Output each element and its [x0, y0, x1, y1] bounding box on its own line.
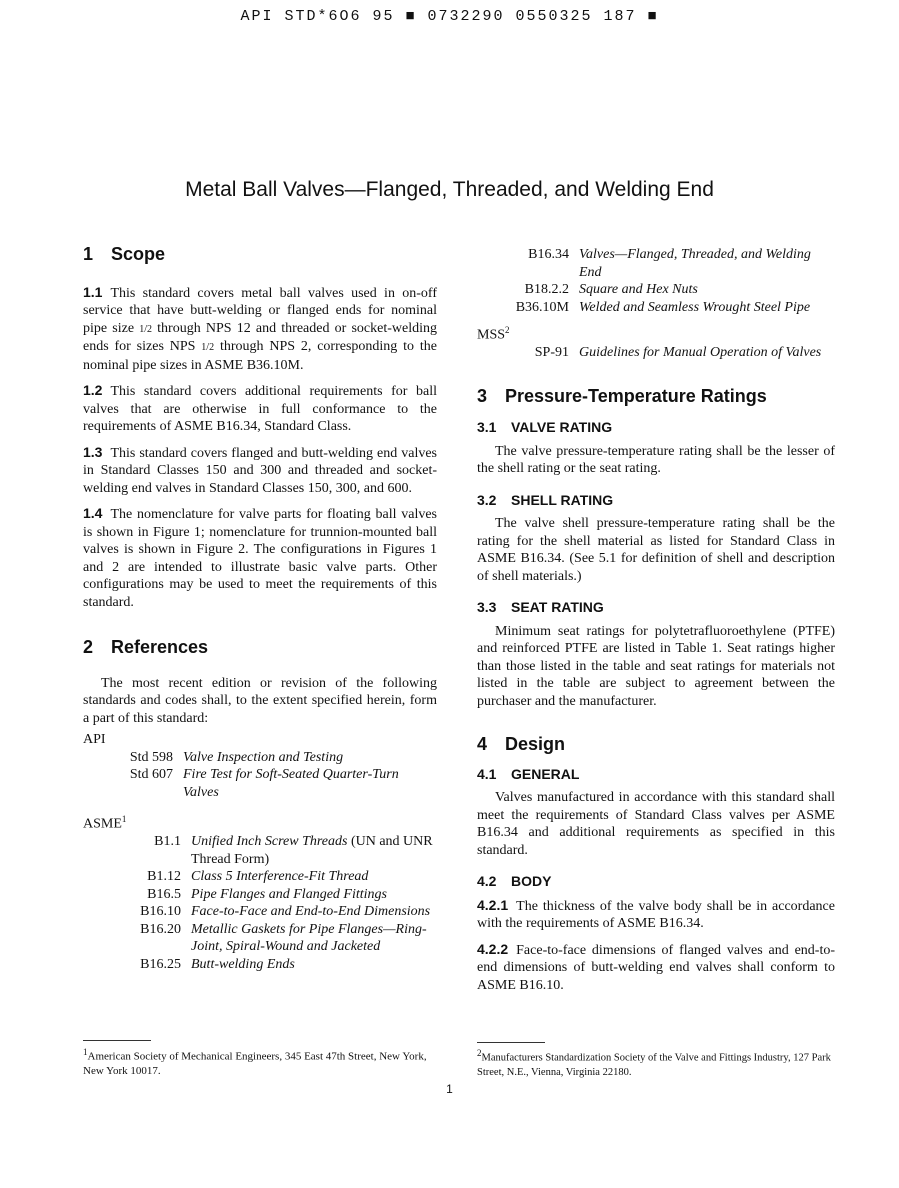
section-number: 2 — [83, 637, 94, 657]
paragraph-text: through NPS 12 and threaded or socket-welding ends for sizes NPS — [83, 320, 438, 354]
paragraph-1-2 — [83, 382, 437, 436]
reference-code: B1.12 — [147, 869, 181, 885]
paragraph-text: Face-to-face dimensions of flanged valves and end-to-end dimensions of butt-welding end valves shall conform to ASME B16.10. — [477, 942, 835, 993]
footnote-text: American Society of Mechanical Engineers, 345 East 47th Street, New York, New York 10017. — [83, 1050, 427, 1077]
section-title: Pressure-Temperature Ratings — [505, 385, 767, 406]
reference-org-asme — [83, 811, 437, 833]
paragraph-number: 1.4 — [83, 505, 103, 521]
paragraph-number: 1.3 — [83, 443, 103, 460]
reference-title: Valve Inspection and Testing — [183, 749, 344, 765]
reference-code: B16.10 — [140, 904, 181, 920]
paragraph-number: 1.2 — [83, 382, 103, 398]
reference-title: Metallic Gaskets for Pipe Flanges—Ring-Joint, Spiral-Wound and Jacketed — [191, 921, 427, 955]
right-column — [477, 246, 835, 994]
reference-org-api: API — [83, 732, 106, 747]
paragraph-3-1: The valve pressure-temperature rating shall be the lesser of the shell rating or the seat rating. — [477, 443, 835, 477]
subsection-title: VALVE RATING — [511, 419, 613, 436]
paragraph-1-1 — [83, 284, 437, 375]
reference-row — [83, 903, 437, 921]
section-number: 1 — [83, 244, 94, 264]
paragraph-number: 1.1 — [83, 283, 103, 300]
reference-row — [477, 246, 835, 281]
reference-title — [181, 833, 437, 868]
reference-code: B1.1 — [154, 834, 181, 850]
org-label: ASME — [83, 816, 122, 832]
subsection-3-2-heading — [477, 492, 835, 510]
reference-code: SP-91 — [534, 345, 569, 361]
reference-title: Pipe Flanges and Flanged Fittings — [191, 886, 387, 902]
subsection-title: SEAT RATING — [511, 599, 604, 616]
left-column — [83, 246, 437, 973]
reference-code: B16.5 — [147, 886, 181, 902]
footnote-1 — [83, 1045, 437, 1078]
paragraph-number: 4.2.2 — [477, 940, 509, 957]
paragraph-text: This standard covers additional requirements for ball valves that are otherwise in full conformance to the requirements of ASME B16.34, Standard Class. — [83, 384, 437, 434]
subsection-4-2-heading — [477, 873, 835, 891]
paragraph-4-1: Valves manufactured in accordance with this standard shall meet the requirements of Standard Class valves per ASME B16.34 and additional requirements as specified in this standard. — [477, 790, 835, 858]
asme-reference-list — [83, 833, 437, 973]
reference-title: Butt-welding Ends — [191, 956, 295, 972]
reference-code: B16.34 — [528, 247, 569, 262]
section-3-heading — [477, 385, 835, 406]
section-2-heading — [83, 639, 437, 657]
paragraph-text: This standard covers metal ball valves used in on-off service that have butt-welding or flanged ends for nominal pipe size — [83, 285, 437, 336]
subsection-number: 3.1 — [477, 419, 497, 436]
paragraph-text: through NPS 2, corresponding to the nominal pipe sizes in ASME B36.10M. — [83, 339, 438, 373]
subsection-title: GENERAL — [511, 765, 580, 782]
references-intro: The most recent edition or revision of the following standards and codes shall, to the extent specified herein, form a part of this standard: — [83, 675, 437, 726]
footnote-divider — [83, 1040, 151, 1041]
reference-row — [83, 766, 437, 801]
paragraph-text: The thickness of the valve body shall be in accordance with the requirements of ASME B16.34. — [477, 898, 835, 932]
asme-reference-list-continued — [477, 246, 835, 316]
footnote-divider — [477, 1042, 545, 1043]
section-title: Design — [505, 734, 566, 755]
section-title: References — [111, 637, 209, 657]
footnote-marker: 1 — [121, 814, 127, 824]
paragraph-4-2-1 — [477, 897, 835, 933]
paragraph-number: 4.2.1 — [477, 896, 509, 913]
subsection-title: SHELL RATING — [511, 491, 614, 508]
paragraph-text: This standard covers flanged and butt-welding end valves in Standard Classes 150 and 300 and threaded and socket-welding end valves in Standard Classes 150, 300, and 600. — [83, 445, 437, 496]
reference-row — [83, 749, 437, 767]
page-number: 1 — [446, 1082, 453, 1096]
paragraph-1-4 — [83, 505, 437, 611]
reference-title: Valves—Flanged, Threaded, and Welding End — [579, 247, 811, 280]
reference-row — [477, 299, 835, 317]
fraction: 1/2 — [139, 323, 152, 335]
reference-row — [83, 833, 437, 868]
reference-row — [83, 921, 437, 956]
reference-code: B36.10M — [515, 299, 569, 315]
reference-row — [477, 344, 835, 362]
section-number: 3 — [477, 385, 488, 406]
reference-row — [83, 868, 437, 886]
paragraph-4-2-2 — [477, 941, 835, 995]
org-label: MSS — [477, 327, 506, 343]
reference-row — [477, 281, 835, 299]
reference-code: B18.2.2 — [524, 282, 569, 297]
section-title: Scope — [111, 244, 166, 264]
reference-title: Class 5 Interference-Fit Thread — [191, 869, 369, 885]
subsection-3-3-heading — [477, 599, 835, 617]
subsection-number: 4.2 — [477, 873, 497, 890]
reference-code: Std 607 — [129, 767, 173, 782]
section-1-heading — [83, 246, 437, 264]
footnote-marker: 1 — [83, 1047, 88, 1057]
mss-reference-list — [477, 344, 835, 362]
paragraph-1-3 — [83, 444, 437, 498]
reference-title: Welded and Seamless Wrought Steel Pipe — [579, 299, 811, 315]
reference-title: Face-to-Face and End-to-End Dimensions — [191, 904, 431, 920]
subsection-4-1-heading — [477, 766, 835, 784]
paragraph-3-3: Minimum seat ratings for polytetrafluoroethylene (PTFE) and reinforced PTFE are listed in Table 1. Seat ratings higher than those listed in the table and seat ratings for materials not listed in the table are subject to agreement between the purchaser and the manufacturer. — [477, 623, 835, 709]
reference-title: Fire Test for Soft-Seated Quarter-Turn Valves — [183, 767, 399, 800]
subsection-number: 3.3 — [477, 599, 497, 616]
footnote-2 — [477, 1046, 835, 1080]
subsection-3-1-heading — [477, 419, 835, 437]
reference-title: Guidelines for Manual Operation of Valves — [579, 345, 822, 361]
reference-row — [83, 886, 437, 904]
reference-code: Std 598 — [129, 749, 173, 765]
section-number: 4 — [477, 734, 488, 755]
api-reference-list — [83, 749, 437, 802]
reference-title-suffix: (UN and UNR Thread Form) — [191, 834, 433, 867]
paragraph-3-2: The valve shell pressure-temperature rating shall be the rating for the shell material as listed for Standard Class in ASME B16.34. (See 5.1 for definition of shell and description of shell materials.) — [477, 516, 835, 584]
page-title: Metal Ball Valves—Flanged, Threaded, and Welding End — [185, 178, 714, 201]
footnote-marker: 2 — [505, 325, 510, 335]
footnote-text: Manufacturers Standardization Society of the Valve and Fittings Industry, 127 Park Street, N.E., Vienna, Virginia 22180. — [477, 1052, 831, 1078]
document-header-code: API STD*6O6 95 ■ 0732290 0550325 187 ■ — [240, 8, 659, 25]
subsection-title: BODY — [511, 873, 552, 890]
subsection-number: 3.2 — [477, 491, 497, 508]
subsection-number: 4.1 — [477, 765, 497, 782]
section-4-heading — [477, 736, 835, 754]
reference-org-mss — [477, 322, 835, 344]
reference-code: B16.25 — [140, 956, 181, 972]
reference-title: Square and Hex Nuts — [579, 282, 698, 297]
reference-title-italic: Unified Inch Screw Threads — [191, 834, 348, 850]
fraction: 1/2 — [201, 342, 215, 353]
reference-row — [83, 956, 437, 974]
paragraph-text: The nomenclature for valve parts for floating ball valves is shown in Figure 1; nomenclature for trunnion-mounted ball valves is shown in Figure 2. The configurations in Figures 1 and 2 are intended to illustrate basic valve parts. Other configurations may be used to meet the requirements of this standard. — [83, 507, 437, 610]
footnote-marker: 2 — [477, 1048, 482, 1058]
reference-code: B16.20 — [140, 921, 181, 937]
